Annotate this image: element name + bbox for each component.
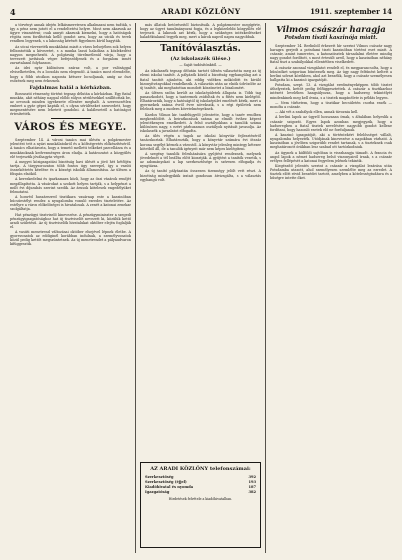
ad-row-label: Szerkesztőség	[145, 475, 174, 479]
ad-row-value: 392	[248, 475, 256, 479]
article-subhead: (Az iskolaszék ülése.)	[170, 56, 231, 63]
page-number: 4	[10, 7, 16, 17]
page-header	[10, 7, 392, 19]
section-divider	[51, 135, 91, 136]
article-paragraph: Kardos Vilmos kir. tanfelügyelő jelentette, hogy a tanév rendben megkezdődött. A beiratkozások száma az elmúlt évihez képest jelentékenyen emelkedett. A felső osztályokban a tanulók száma különösen nagy, s ezért párhuzamos osztályok nyitását javasolja. Az iskolaszék a javaslatot elfogadta.	[140, 112, 261, 134]
article-paragraph: A szegény tanulók felruházására gyűjtést rendeznek, melynek jövedelmét a tél beállta előtt kiosztják. A gyűjtést a tanítók vezetik, s az adományokat a lap szerkesztősége is szívesen elfogadja és nyugtázza.	[140, 151, 261, 169]
article-paragraph: Borzasztó rémesség történt tegnap délután a kórházban. Egy fiatal munkás, akit néhány nappal előbb súlyos sérülésekkel szállítottak be, az orvosok minden igyekezete ellenére meghalt. A szerencsétlen embert a gyár gépei kapták el, s olyan sérüléseket szenvedett, hogy megmentésére nem lehetett gondolni. A halálesetről a hatóságot értesítették.	[10, 91, 131, 117]
article-paragraph: más állatok betöréseitől biztosítsák. A polgármester megígérte, hogy az ügyet tanulmányozni fogja, és a legközelebbi közgyűlés elé terjeszti. A lakosok azt kérik, hogy a szükséges intézkedéseket haladéktalanul tegyék meg, mert a károk napról napra nagyobbak.	[140, 23, 261, 40]
ad-row	[145, 490, 256, 495]
article-paragraph: a törvényt annak idején lelkiismeretesen alkalmazni nem tudták, s így a pénz nem jutott el a rendeltetési helyre. Most nem akarunk az ügyre visszatérni; csak annyit akarunk kiemelni, hogy a hatóságok régóta nem fordítottak kellő gondot arra, hogy az utcák és terek rendben legyenek, s a lakosság kérését figyelmen kívül hagyták.	[10, 23, 131, 44]
ad-row-label: Szerkesztőség (éjjel)	[145, 480, 187, 484]
article-paragraph: A vasúti menetrend változásai október elsejével lépnek életbe. A gyorsvonatok az eddiginél korábban indulnak, a személyvonatok közül pedig kettőt megszüntetnek. Az új menetrendet a pályaudvaron kifüggesztik.	[10, 230, 131, 247]
telephone-ad-box	[140, 462, 261, 548]
ad-row-label: Kiadóhivatal és nyomda	[145, 485, 194, 489]
byline: — Saját tudósítónktól. —	[179, 63, 222, 68]
article-paragraph: A megyei közigazgatási bizottság havi ülését a jövő hét hétfőjén tartja. A tárgysorozaton több fontos ügy szerepel, így a vasúti összeköttetés kérdése és a községi iskolák államosítása. Az ülésen a főispán elnököl.	[10, 159, 131, 177]
article-paragraph: Kiegészítő jelentés szerint a császár a vizsgálat lezárása után Potsdamba utazott, ahol személyesen szemlélte meg az ezredet. A tisztek előtt rövid beszédet tartott, amelyben a kötelességtudásra és a hűségre intette őket.	[270, 164, 392, 181]
article-paragraph: A kereskedelmi és iparkamara közli, hogy az őszi vásárok rendjét megállapította. A vásárokat a szokott helyen tartják, s a helypénzt a múlt évi díjszabás szerint szedik. Az árusok kötelesek engedélyüket felmutatni.	[10, 177, 131, 194]
column-1	[10, 23, 131, 553]
column-divider-1	[135, 23, 136, 553]
article-paragraph: Szeptember 14. A városi tanács mai ülésén a polgármester jelentést tett a nyári munkálatokról és a költségvetés előkészítéséről. A tanács elhatározta, hogy a temető melletti telkeket parcellázza és a munkásoknak kedvezményes áron eladja. A határozatot a közgyűlés elé terjesztik jóváhagyás végett.	[10, 138, 131, 159]
column-divider-2	[265, 23, 266, 553]
article-paragraph: Az idei nyár különösen száraz volt, a por valósággal elviselhetetlen, és a locsolás nem elegendő. A tanács most elrendelte, hogy a főbb utcákon naponta kétszer locsoljanak, amíg az őszi esőzések meg nem érkeznek.	[10, 66, 131, 83]
article-quote: — Nem tűrhetem, hogy a tisztikar becsületén csorba essék — mondta a császár.	[270, 100, 392, 109]
article-quote: — Aki vét a szabályok ellen, annak távoznia kell.	[275, 110, 359, 115]
article-paragraph: A császár azonnal vizsgálatot rendelt el, és megparancsolta, hogy a bűnösöket szigorúan büntessék meg. Az ügy nagy feltűnést keltett a berlini udvari körökben, ahol azt beszélik, hogy a császár személyesen hallgatta ki a kaszinó igazgatóját.	[270, 65, 392, 82]
article-paragraph: Az iskolaszék tegnap délután tartott ülésén választotta meg az új elemi iskolai tanítót. A pályázók közül a bizottság egyhangúlag azt a fiatal tanítót ajánlotta, aki eddig vidéken működött és kiváló bizonyítványokkal rendelkezik. A választás után az elnök üdvözölte az új tanítót, aki meghatottan mondott köszönetet a bizalomért.	[140, 69, 261, 90]
lead-article-subtitle: Potsdam tiszti kaszinója miatt.	[284, 35, 378, 41]
column-3	[270, 23, 392, 553]
article-paragraph: A kaszinó igazgatóját, aki a történtekért felelősséget vállalt, nyugalomba helyezték. Utódjának kinevezése a napokban várható. A kaszinóban a jövőben szigorúbb rendet tartanak, s a tiszteknek csak meghatározott órákban lesz szabad ott tartózkodniuk.	[270, 133, 392, 150]
section-divider	[140, 41, 261, 42]
ad-row-value: 382	[248, 490, 256, 494]
ad-row-value: 187	[248, 485, 256, 489]
lead-article-title: Vilmos császár haragja	[276, 25, 386, 35]
ad-row-value: 193	[248, 480, 256, 484]
article-paragraph: Hat pénzügyi tisztviselő kinevezése. A pénzügyminiszter a szegedi pénzügyigazgatósághoz hat új tisztviselőt nevezett ki, közülük kettő aradi születésű. Az új tisztviselők hivatalukat október elején foglalják el.	[10, 212, 131, 229]
article-paragraph: A honvéd huszárezred tisztikara vasárnap este a kaszinóban búcsúestélyt rendez a nyugalomba vonuló ezredes tiszteletére. Az estélyre a város előkelőségei is hivatalosak. A zenét a katonai zenekar szolgáltatja.	[10, 195, 131, 212]
article-paragraph: Az ülésen szóba került az iskolaépületek állapota is. Több tag panaszkodott, hogy a tantermek zsúfoltak és a fűtés nem kielégítő. Elhatározták, hogy a hatóságtól új iskolaépület emelését kérik, mert a gyermekek száma évről évre növekszik, s a régi épületek nem felelnek meg a modern követelményeknek.	[140, 91, 261, 112]
paper-name: ARADI KÖZLÖNY	[161, 7, 241, 16]
article-paragraph: Szeptember 14. Berlinből érkezett hír szerint Vilmos császár nagy haragra gerjedt a potsdami tiszti kaszinóban történt eset miatt. A császár, amint ismeretes, a katonatisztek társadalmi életére mindig nagy gondot fordított, s most értesült arról, hogy a kaszinóban néhány fiatal tiszt a szabályokkal ellentétben viselkedett.	[270, 44, 392, 65]
article-paragraph: Az ügynek a külföldi sajtóban is visszhangja támadt. A francia és angol lapok a német hadsereg belső viszonyairól írnak, s a császár erélyes fellépését a katonai fegyelem jelének tekintik.	[270, 150, 392, 163]
article-paragraph: Potsdam, szept. 13. A vizsgálat eredményeképpen több tisztet áthelyeztek, kettőt pedig felfüggesztettek. A császár a tisztikarhoz intézett levelében hangsúlyozza, hogy a hadsereg tekintélyét mindenkinek meg kell óvnia, s a tisztek magánélete is példás legyen.	[270, 83, 392, 100]
article-paragraph: A berlini lapok az ügyről hosszasan írnak, s általában helyeslik a császár szigorát. Egyes lapok azonban megjegyzik, hogy a hadseregben a fiatal tisztek nevelésére nagyobb gondot kellene fordítani, hogy hasonló esetek elő ne forduljanak.	[270, 115, 392, 132]
header-rule	[10, 19, 392, 20]
article-paragraph: Az új tanító pályázatán összesen tizennégy jelölt vett részt. A bizottság mindegyikük iratait gondosan átvizsgálta, s a választás egyhangú volt.	[140, 169, 261, 182]
issue-date: 1911. szeptember 14	[310, 7, 392, 16]
ad-title: AZ ARADI KÖZLÖNY telefonszámai:	[150, 466, 251, 472]
article-paragraph: Az ülés végén a tagok az iskolai könyvtár fejlesztéséről tanácskoztak. Elhatározták, hogy a könyvtár számára évi ötszáz korona segélyt kérnek a várostól. A könyvtár jelenleg mintegy kétezer kötetből áll, de a tanulók igényeit már nem képes kielégíteni.	[140, 134, 261, 151]
article-paragraph: Az utcai vízvezeték munkálatai miatt a város belsejében sok helyen felbontották a kövezetet, s a munka lassú haladása a közlekedést nagyon megnehezíti. A polgárság türelmetlenül várja, hogy a tervezett javítások végre befejeződjenek és a forgalom ismét zavartalanul folyhasson.	[10, 44, 131, 66]
ad-note: Hirdetések felvétele a kiadóhivatalban.	[168, 497, 233, 501]
section-divider	[51, 118, 91, 119]
ad-row-label: Igazgatóság	[145, 490, 170, 494]
section-title: VÁROS ÉS MEGYE.	[14, 122, 127, 134]
article-title: Tanítóválasztás.	[160, 44, 241, 55]
article-subhead: Fajdalmas halál a kórházban.	[29, 84, 112, 91]
